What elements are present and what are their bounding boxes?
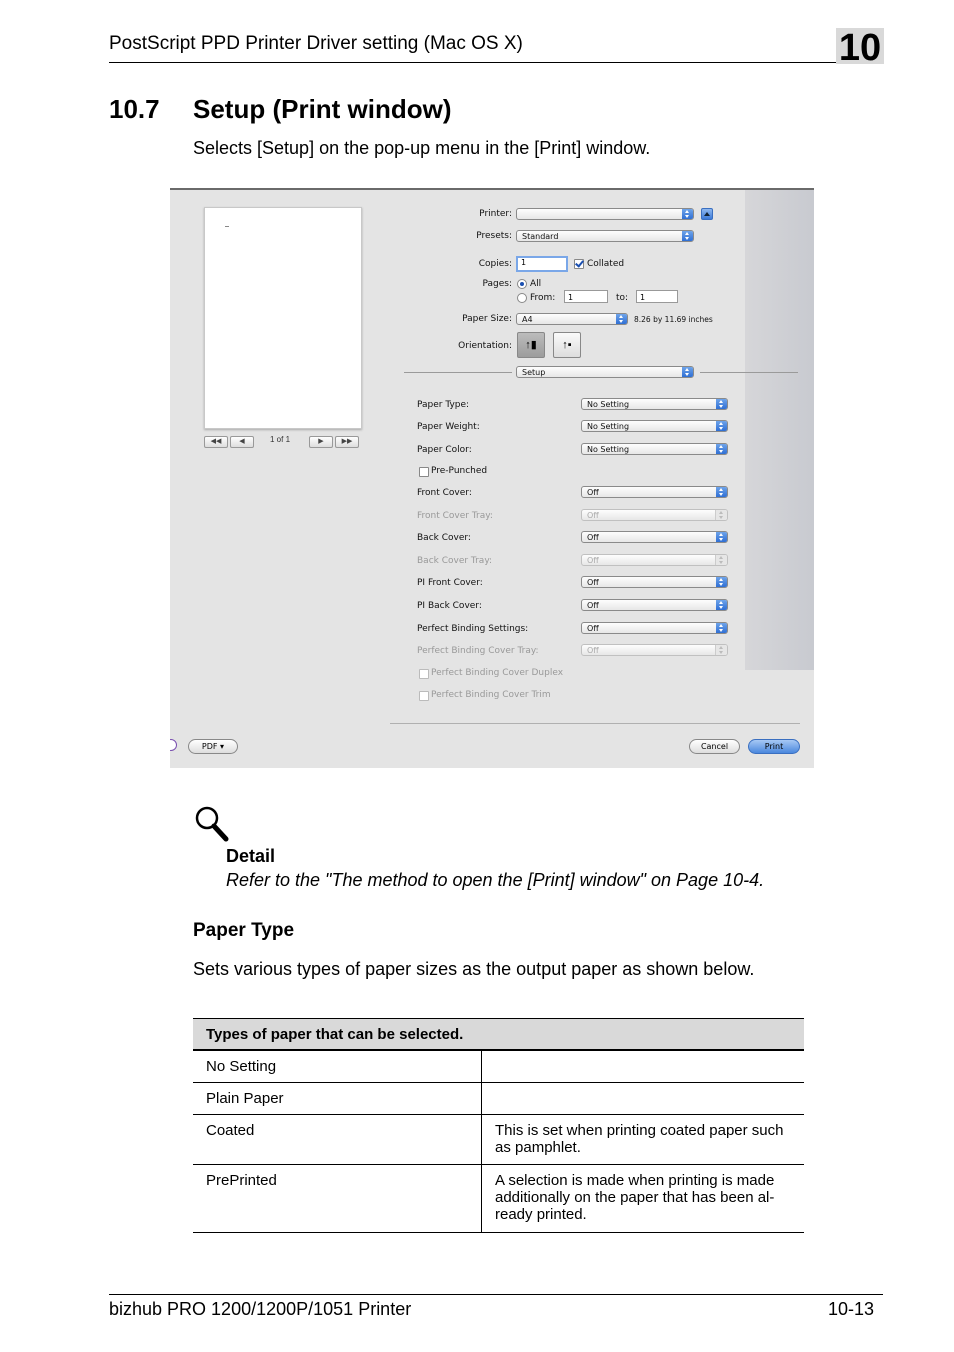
preview-content xyxy=(225,226,229,227)
dialog-background-strip xyxy=(745,190,814,670)
chevron-updown-icon xyxy=(682,367,693,377)
from-field[interactable]: 1 xyxy=(564,290,608,303)
setting-value: Off xyxy=(587,556,599,565)
panel-value: Setup xyxy=(522,368,546,377)
chevron-updown-icon xyxy=(716,444,727,454)
setting-label: Front Cover: xyxy=(417,488,472,498)
row-name: No Setting xyxy=(193,1050,482,1083)
next-page-button[interactable]: ▶ xyxy=(309,436,333,448)
pb-cover-duplex-checkbox[interactable] xyxy=(419,669,429,679)
pb-cover-trim-checkbox[interactable] xyxy=(419,691,429,701)
chevron-updown-icon xyxy=(715,510,727,520)
row-desc xyxy=(482,1050,805,1083)
chapter-number: 10 xyxy=(838,27,882,69)
footer-product: bizhub PRO 1200/1200P/1051 Printer xyxy=(109,1299,412,1319)
cancel-button[interactable]: Cancel xyxy=(689,739,740,754)
row-desc: A selection is made when printing is made additionally on the paper that has been al-ready printed. xyxy=(482,1165,805,1233)
setting-select[interactable] xyxy=(581,622,728,634)
portrait-orientation-icon[interactable]: ↑▮ xyxy=(517,332,545,358)
help-icon[interactable] xyxy=(170,739,177,751)
row-name: PrePrinted xyxy=(193,1165,482,1233)
pages-from-radio[interactable] xyxy=(517,293,527,303)
first-page-button[interactable]: ◀◀ xyxy=(204,436,228,448)
note-heading: Detail xyxy=(226,846,276,866)
presets-value: Standard xyxy=(522,232,559,241)
setting-label: PI Front Cover: xyxy=(417,578,483,588)
chevron-updown-icon xyxy=(682,231,693,241)
setting-select[interactable] xyxy=(581,443,728,455)
paper-types-table xyxy=(193,1018,804,1233)
table-row xyxy=(193,1050,804,1083)
setting-select[interactable] xyxy=(581,486,728,498)
setting-select[interactable] xyxy=(581,531,728,543)
paper-type-heading: Paper Type xyxy=(193,920,295,941)
paper-size-dimensions: 8.26 by 11.69 inches xyxy=(634,315,713,324)
printer-label: Printer: xyxy=(479,209,512,219)
chevron-updown-icon xyxy=(716,421,727,431)
section-title: Setup (Print window) xyxy=(193,94,452,124)
setting-select[interactable] xyxy=(581,420,728,432)
pre-punched-checkbox[interactable] xyxy=(419,467,429,477)
print-button[interactable]: Print xyxy=(748,739,800,754)
pages-all-radio[interactable] xyxy=(517,279,527,289)
landscape-orientation-icon[interactable]: ↑▪ xyxy=(553,332,581,358)
chevron-updown-icon xyxy=(715,645,727,655)
section-intro: Selects [Setup] on the pop-up menu in the [Print] window. xyxy=(193,138,651,158)
setting-label: Perfect Binding Cover Tray: xyxy=(417,646,539,656)
setting-value: Off xyxy=(587,601,599,610)
setting-select[interactable] xyxy=(581,599,728,611)
setting-label: PI Back Cover: xyxy=(417,601,482,611)
paper-type-description: Sets various types of paper sizes as the output paper as shown below. xyxy=(193,959,755,979)
setting-select[interactable] xyxy=(581,644,728,656)
chevron-updown-icon xyxy=(715,555,727,565)
setting-value: Off xyxy=(587,624,599,633)
setting-select[interactable] xyxy=(581,576,728,588)
setting-value: No Setting xyxy=(587,422,630,431)
setting-value: Off xyxy=(587,533,599,542)
collated-checkbox[interactable] xyxy=(574,259,584,269)
chevron-updown-icon xyxy=(716,399,727,409)
footer-page-number: 10-13 xyxy=(828,1299,875,1319)
setting-label: Front Cover Tray: xyxy=(417,511,493,521)
pdf-menu-button[interactable]: PDF ▾ xyxy=(188,739,238,754)
presets-select[interactable] xyxy=(516,230,694,242)
page-preview xyxy=(204,207,362,429)
magnifier-icon xyxy=(195,806,229,847)
row-desc xyxy=(482,1083,805,1115)
table-header: Types of paper that can be selected. xyxy=(193,1019,804,1051)
setting-label: Perfect Binding Settings: xyxy=(417,624,529,634)
page-counter: 1 of 1 xyxy=(270,435,291,444)
pages-to-label: to: xyxy=(616,293,629,303)
pb-cover-trim-label: Perfect Binding Cover Trim xyxy=(431,690,551,700)
row-desc: This is set when printing coated paper such as pamphlet. xyxy=(482,1115,805,1165)
printer-select[interactable] xyxy=(516,208,694,220)
row-name: Plain Paper xyxy=(193,1083,482,1115)
paper-size-label: Paper Size: xyxy=(462,314,512,324)
table-row xyxy=(193,1115,804,1165)
paper-size-value: A4 xyxy=(522,315,533,324)
pb-cover-duplex-label: Perfect Binding Cover Duplex xyxy=(431,668,564,678)
paper-size-select[interactable] xyxy=(516,313,628,325)
running-header-title: PostScript PPD Printer Driver setting (Mac OS X) xyxy=(109,33,523,54)
last-page-button[interactable]: ▶▶ xyxy=(335,436,359,448)
chevron-updown-icon xyxy=(716,577,727,587)
setting-select[interactable] xyxy=(581,509,728,521)
disclosure-triangle-icon[interactable] xyxy=(701,208,713,220)
table-row xyxy=(193,1083,804,1115)
to-field[interactable]: 1 xyxy=(636,290,678,303)
separator-left xyxy=(404,372,512,373)
row-name: Coated xyxy=(193,1115,482,1165)
print-dialog xyxy=(170,188,814,768)
setting-value: No Setting xyxy=(587,445,630,454)
copies-label: Copies: xyxy=(478,259,512,269)
section-number: 10.7 xyxy=(109,94,160,124)
chevron-updown-icon xyxy=(716,487,727,497)
setting-label: Paper Weight: xyxy=(417,422,480,432)
prev-page-button[interactable]: ◀ xyxy=(230,436,254,448)
pre-punched-label: Pre-Punched xyxy=(431,466,488,476)
setting-select[interactable] xyxy=(581,554,728,566)
setting-label: Paper Color: xyxy=(417,445,472,455)
chevron-updown-icon xyxy=(716,600,727,610)
header-rule xyxy=(109,62,883,63)
setting-value: Off xyxy=(587,578,599,587)
pages-from-label: From: xyxy=(530,293,556,303)
chevron-updown-icon xyxy=(682,209,693,219)
chevron-updown-icon xyxy=(716,623,727,633)
bottom-separator xyxy=(390,723,800,724)
presets-label: Presets: xyxy=(476,231,512,241)
pages-label: Pages: xyxy=(482,279,512,289)
copies-field[interactable]: 1 xyxy=(516,256,568,272)
section-heading xyxy=(109,94,452,125)
chevron-updown-icon xyxy=(716,532,727,542)
setting-label: Paper Type: xyxy=(417,400,470,410)
setting-value: No Setting xyxy=(587,400,630,409)
orientation-label: Orientation: xyxy=(458,341,512,351)
setting-value: Off xyxy=(587,488,599,497)
footer-rule xyxy=(109,1294,883,1295)
panel-select[interactable] xyxy=(516,366,694,378)
setting-value: Off xyxy=(587,511,599,520)
setting-value: Off xyxy=(587,646,599,655)
collated-label: Collated xyxy=(587,259,625,269)
chevron-updown-icon xyxy=(616,314,627,324)
dialog-top-edge xyxy=(170,188,814,190)
setting-label: Back Cover Tray: xyxy=(417,556,493,566)
pages-all-label: All xyxy=(530,279,542,289)
separator-right xyxy=(700,372,798,373)
table-row xyxy=(193,1165,804,1233)
setting-label: Back Cover: xyxy=(417,533,471,543)
setting-select[interactable] xyxy=(581,398,728,410)
note-text: Refer to the "The method to open the [Print] window" on Page 10-4. xyxy=(226,870,765,890)
